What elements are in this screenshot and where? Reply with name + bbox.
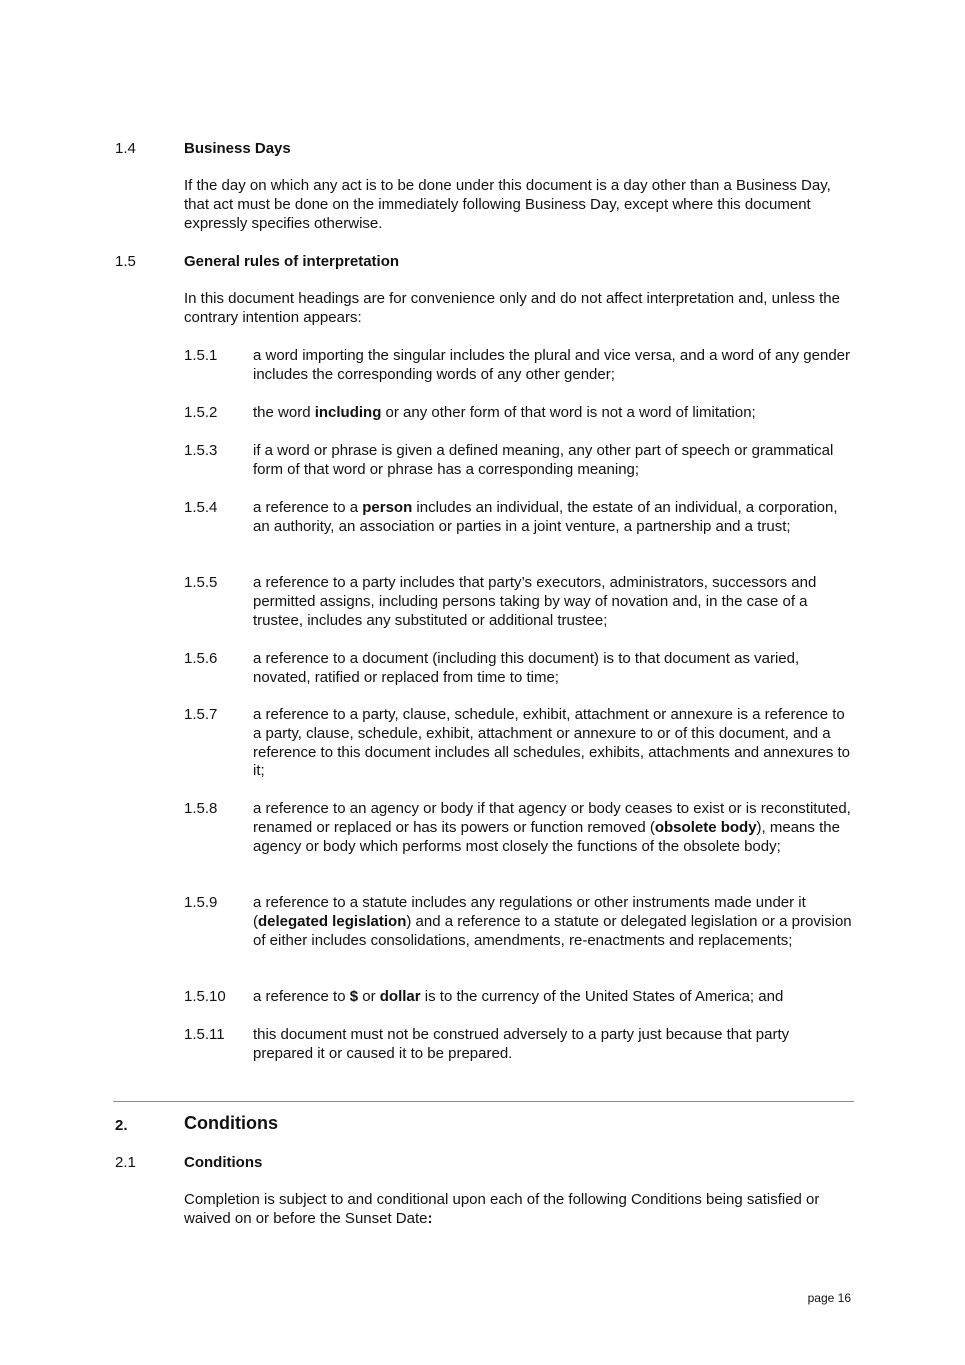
clause-number: 1.5.10 [184,988,226,1005]
section-1-4-body: If the day on which any act is to be done under this document is a day other than a Business Day, that act must be done on the immediately following Business Day, except where this document expressly specifies otherwise. [184,177,831,232]
section-number: 1.4 [115,140,136,157]
clause-number: 1.5.6 [184,650,218,667]
defined-term: including [314,404,382,421]
clause-text: a reference to a person includes an individual, the estate of an individual, a corporation, an authority, an association or parties in a joint venture, a partnership and a trust; [253,499,838,535]
section-divider [113,1101,854,1102]
clause-number: 1.5.1 [184,347,218,364]
section-title: General rules of interpretation [184,253,400,270]
section-title: Conditions [184,1113,278,1133]
clause-number: 1.5.4 [184,499,218,516]
clause-number: 1.5.9 [184,894,218,911]
page-number: page 16 [807,1291,851,1305]
defined-term: $ [349,988,359,1005]
clause-text: this document must not be construed adversely to a party just because that party prepared it or caused it to be prepared. [253,1026,790,1062]
clause-text: if a word or phrase is given a defined meaning, any other part of speech or grammatical form of that word or phrase has a corresponding meaning; [253,442,834,478]
clause-text: a reference to a document (including this document) is to that document as varied, novated, ratified or replaced from time to time; [253,650,800,686]
clause-number: 1.5.2 [184,404,218,421]
clause-text: a reference to a party, clause, schedule, exhibit, attachment or annexure is a reference to a party, clause, schedule, exhibit, attachment or annexure to or of this document, and a reference to this document includes all schedules, exhibits, attachments and annexures to it; [253,706,851,780]
defined-term: obsolete body [654,818,757,836]
section-title: Conditions [184,1154,263,1171]
section-number: 2.1 [115,1154,136,1171]
clause-number: 1.5.7 [184,706,218,723]
clause-text: a reference to a party includes that party’s executors, administrators, successors and permitted assigns, including persons taking by way of novation and, in the case of a trustee, includes any substituted or additional trustee; [253,574,817,629]
defined-term: delegated legislation [258,912,407,930]
clause-text: a reference to $ or dollar is to the currency of the United States of America; and [253,988,784,1005]
clause-number: 1.5.5 [184,574,218,591]
clause-number: 1.5.3 [184,442,218,459]
defined-term: person [362,499,413,516]
section-1-5-intro: In this document headings are for convenience only and do not affect interpretation and, unless the contrary intention appears: [184,290,840,326]
clause-text: a reference to an agency or body if that agency or body ceases to exist or is reconstituted, renamed or replaced or has its powers or function removed (obsolete body), means the agency or body which performs most closely the functions of the obsolete body; [253,800,851,855]
clause-text: a word importing the singular includes the plural and vice versa, and a word of any gender includes the corresponding words of any other gender; [253,347,851,383]
section-number: 1.5 [115,253,136,270]
clause-text: a reference to a statute includes any regulations or other instruments made under it (delegated legislation) and a reference to a statute or delegated legislation or a provision of either includes consolidations, amendments, re-enactments and replacements; [253,894,852,949]
clause-text: the word including or any other form of that word is not a word of limitation; [253,404,756,421]
section-2-1-body: Completion is subject to and conditional upon each of the following Conditions being satisfied or waived on or before the Sunset Date: [184,1191,820,1227]
clause-number: 1.5.11 [184,1026,225,1043]
clause-number: 1.5.8 [184,800,218,817]
section-number: 2. [115,1117,128,1134]
section-title: Business Days [184,140,291,157]
defined-term: dollar [379,988,421,1005]
